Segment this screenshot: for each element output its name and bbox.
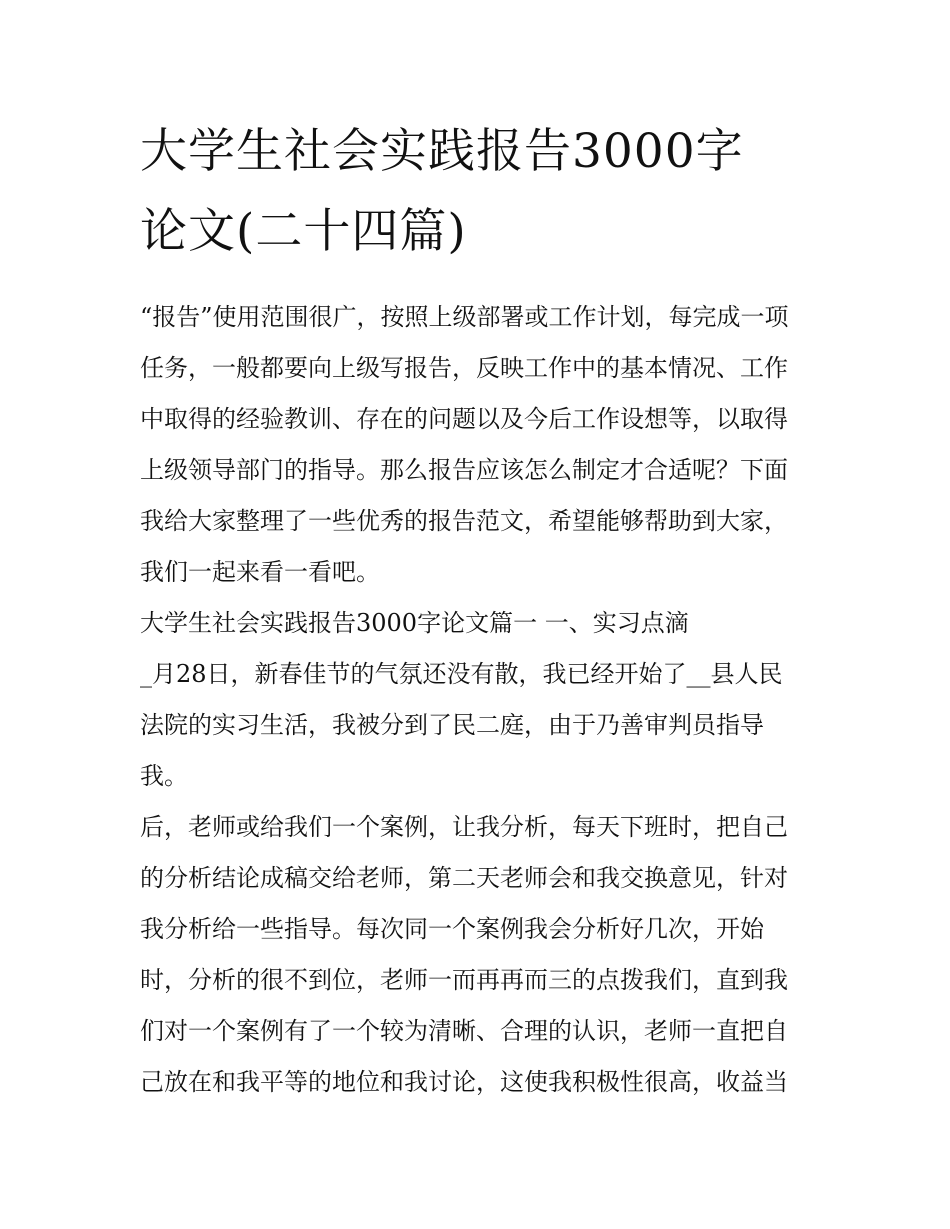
body-line-3: 中取得的经验教训、存在的问题以及今后工作设想等，以取得 [140,405,788,433]
document-body [140,292,820,1108]
body-line-5: 我给大家整理了一些优秀的报告范文，希望能够帮助到大家， [140,507,788,535]
body-line-1: “报告”使用范围很广，按照上级部署或工作计划，每完成一项 [140,303,789,331]
body-line-14: 时，分析的很不到位，老师一而再再而三的点拨我们，直到我 [140,966,788,994]
body-line-13: 我分析给一些指导。每次同一个案例我会分析好几次，开始 [140,915,764,943]
body-line-11: 后，老师或给我们一个案例，让我分析，每天下班时，把自己 [140,813,788,841]
title-line-2: 论文(二十四篇) [140,204,467,259]
body-line-9: 法院的实习生活，我被分到了民二庭，由于乃善审判员指导 [140,711,764,739]
title-line-1: 大学生社会实践报告3000字 [140,124,744,179]
body-line-4: 上级领导部门的指导。那么报告应该怎么制定才合适呢？下面 [140,456,788,484]
body-line-2: 任务，一般都要向上级写报告，反映工作中的基本情况、工作 [140,354,788,382]
body-line-15: 们对一个案例有了一个较为清晰、合理的认识，老师一直把自 [140,1017,788,1045]
body-line-10: 我。 [140,762,188,790]
body-line-12: 的分析结论成稿交给老师，第二天老师会和我交换意见，针对 [140,864,788,892]
document-title [140,112,820,272]
document-page [140,112,820,1108]
body-line-8: _月28日，新春佳节的气氛还没有散，我已经开始了__县人民 [140,660,783,688]
section-heading-line: 大学生社会实践报告3000字论文篇一 一、实习点滴 [140,609,689,637]
body-line-6: 我们一起来看一看吧。 [140,558,380,586]
body-line-16: 己放在和我平等的地位和我讨论，这使我积极性很高，收益当 [140,1068,788,1096]
